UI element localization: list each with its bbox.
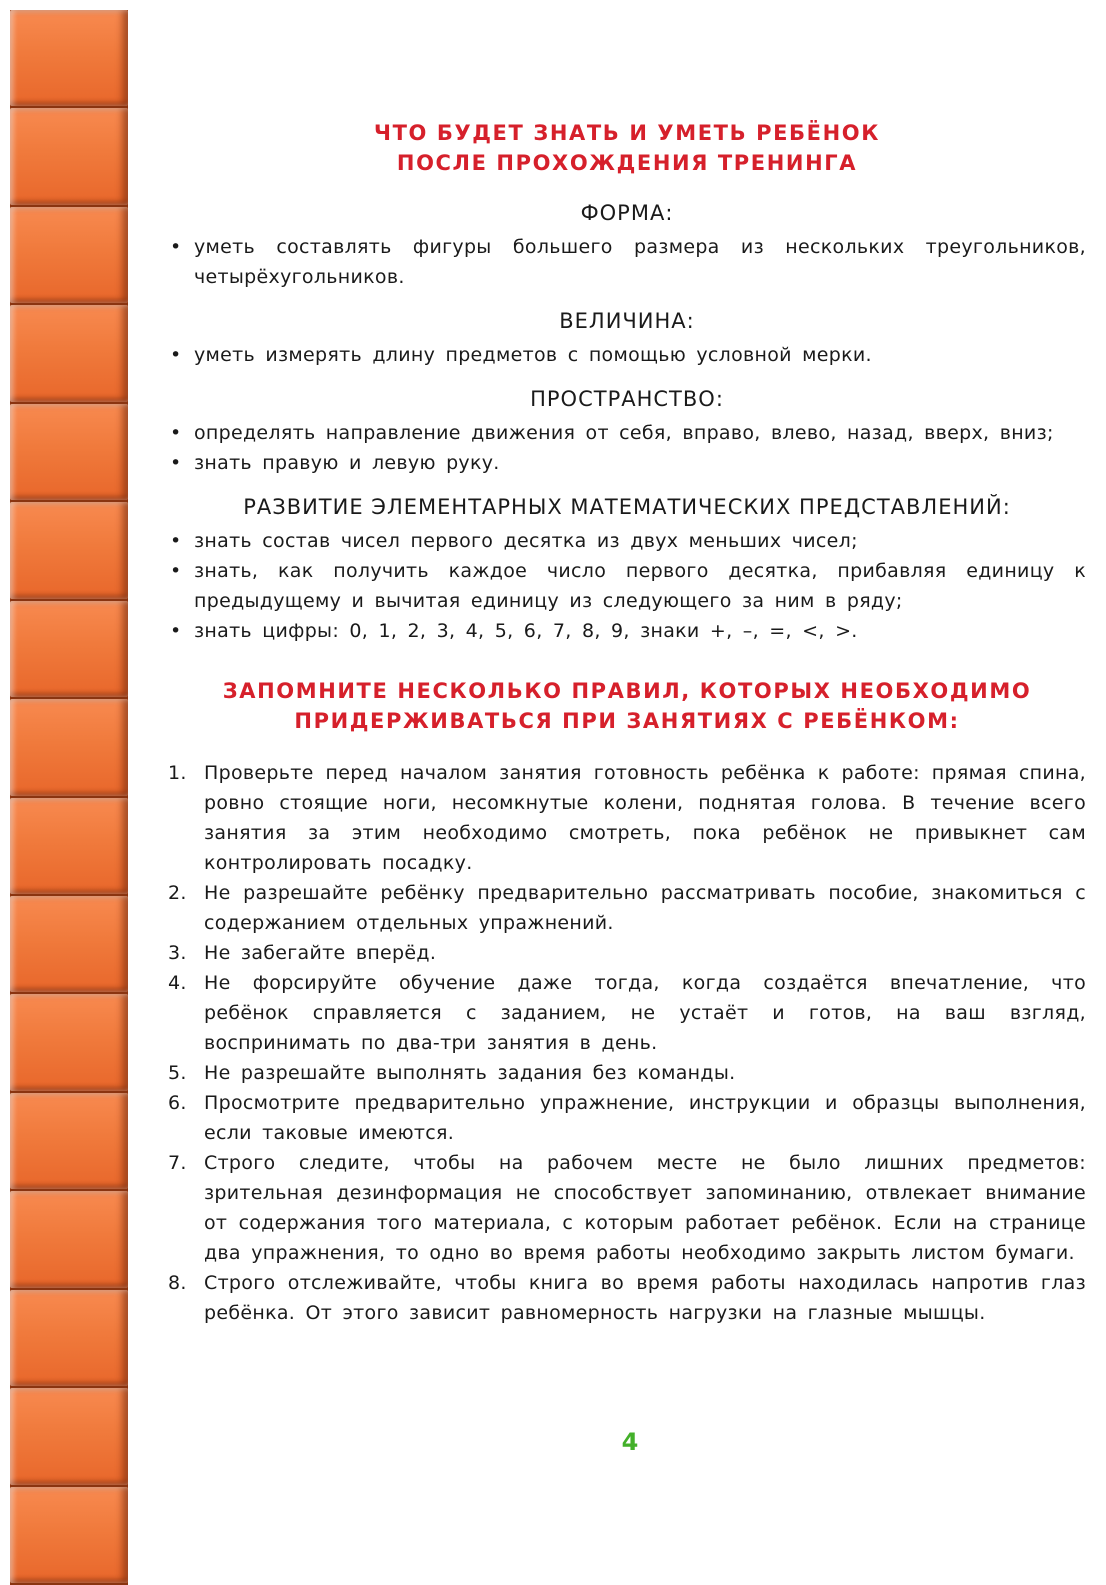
brick-tile xyxy=(10,601,128,697)
brick-tile xyxy=(10,404,128,500)
list-item: • знать, как получить каждое число первого десятка, прибавляя единицу к предыдущему и вычитая единицу из следующего за ним в ряду; xyxy=(168,556,1086,616)
rule-item xyxy=(168,1088,1086,1148)
list-size xyxy=(168,340,1086,370)
rule-number: 6. xyxy=(168,1092,187,1114)
list-math xyxy=(168,526,1086,646)
rule-item xyxy=(168,878,1086,938)
subheading-size: ВЕЛИЧИНА: xyxy=(559,309,695,333)
rule-number: 8. xyxy=(168,1272,187,1294)
brick-tile xyxy=(10,699,128,795)
rule-text: Строго следите, чтобы на рабочем месте не было лишних предметов: зрительная дезинформация не способствует запоминанию, отвлекает внимание от содержания того материала, с которым работает ребёнок. Если на странице два упражнения, то одно во время работы необходимо закрыть листом бумаги. xyxy=(204,1152,1086,1264)
list-form xyxy=(168,232,1086,292)
rule-number: 3. xyxy=(168,942,187,964)
rule-text: Не забегайте вперёд. xyxy=(204,942,437,964)
rule-text: Проверьте перед началом занятия готовность ребёнка к работе: прямая спина, ровно стоящие ноги, несомкнутые колени, поднятая голова. В течение всего занятия за этим необходимо смотреть, пока ребёнок не привыкнет сам контролировать посадку. xyxy=(204,762,1086,874)
rule-text: Просмотрите предварительно упражнение, инструкции и образцы выполнения, если таковые имеются. xyxy=(204,1092,1086,1144)
section-title-rules xyxy=(168,676,1086,736)
page-number: 4 xyxy=(621,1428,639,1456)
rule-number: 5. xyxy=(168,1062,187,1084)
rule-item xyxy=(168,758,1086,878)
brick-tile xyxy=(10,207,128,303)
title-line: ПОСЛЕ ПРОХОЖДЕНИЯ ТРЕНИНГА xyxy=(396,151,858,175)
brick-tile xyxy=(10,1191,128,1287)
page-content xyxy=(168,118,1086,1328)
rule-text: Не разрешайте выполнять задания без команды. xyxy=(204,1062,736,1084)
subheading-form: ФОРМА: xyxy=(580,201,674,225)
brick-tile xyxy=(10,994,128,1090)
rule-number: 2. xyxy=(168,882,187,904)
list-item: • знать состав чисел первого десятка из двух меньших чисел; xyxy=(168,526,1086,556)
rule-item xyxy=(168,1268,1086,1328)
subheading-space: ПРОСТРАНСТВО: xyxy=(530,387,724,411)
rule-number: 4. xyxy=(168,972,187,994)
rule-item xyxy=(168,968,1086,1058)
list-item: • уметь измерять длину предметов с помощью условной мерки. xyxy=(168,340,1086,370)
rule-number: 7. xyxy=(168,1152,187,1174)
list-item: • определять направление движения от себя, вправо, влево, назад, вверх, вниз; xyxy=(168,418,1086,448)
title-line: ЗАПОМНИТЕ НЕСКОЛЬКО ПРАВИЛ, КОТОРЫХ НЕОБХОДИМО xyxy=(222,679,1032,703)
rules-list xyxy=(168,758,1086,1328)
brick-tile xyxy=(10,502,128,598)
title-line: ЧТО БУДЕТ ЗНАТЬ И УМЕТЬ РЕБЁНОК xyxy=(374,121,880,145)
section-title-outcomes xyxy=(168,118,1086,178)
brick-tile xyxy=(10,305,128,401)
brick-tile xyxy=(10,10,128,106)
rule-text: Строго отслеживайте, чтобы книга во время работы находилась напротив глаз ребёнка. От этого зависит равномерность нагрузки на глазные мышцы. xyxy=(204,1272,1086,1324)
rule-number: 1. xyxy=(168,762,187,784)
rule-text: Не разрешайте ребёнку предварительно рассматривать пособие, знакомиться с содержанием отдельных упражнений. xyxy=(204,882,1086,934)
brick-tile xyxy=(10,1388,128,1484)
brick-tile xyxy=(10,108,128,204)
list-item: • уметь составлять фигуры большего размера из нескольких треугольников, четырёхугольников. xyxy=(168,232,1086,292)
list-item: • знать правую и левую руку. xyxy=(168,448,1086,478)
brick-tile xyxy=(10,798,128,894)
list-space xyxy=(168,418,1086,478)
title-line: ПРИДЕРЖИВАТЬСЯ ПРИ ЗАНЯТИЯХ С РЕБЁНКОМ: xyxy=(294,709,960,733)
brick-tile xyxy=(10,896,128,992)
brick-tile xyxy=(10,1290,128,1386)
brick-tile xyxy=(10,1487,128,1583)
brick-tile xyxy=(10,1093,128,1189)
list-item: • знать цифры: 0, 1, 2, 3, 4, 5, 6, 7, 8, 9, знаки +, –, =, <, >. xyxy=(168,616,1086,646)
rule-item xyxy=(168,938,1086,968)
rule-item xyxy=(168,1148,1086,1268)
rule-item xyxy=(168,1058,1086,1088)
decorative-brick-strip xyxy=(10,10,128,1585)
rule-text: Не форсируйте обучение даже тогда, когда создаётся впечатление, что ребёнок справляется с заданием, не устаёт и готов, на ваш взгляд, воспринимать по два-три занятия в день. xyxy=(204,972,1086,1054)
subheading-math: РАЗВИТИЕ ЭЛЕМЕНТАРНЫХ МАТЕМАТИЧЕСКИХ ПРЕДСТАВЛЕНИЙ: xyxy=(243,495,1011,519)
